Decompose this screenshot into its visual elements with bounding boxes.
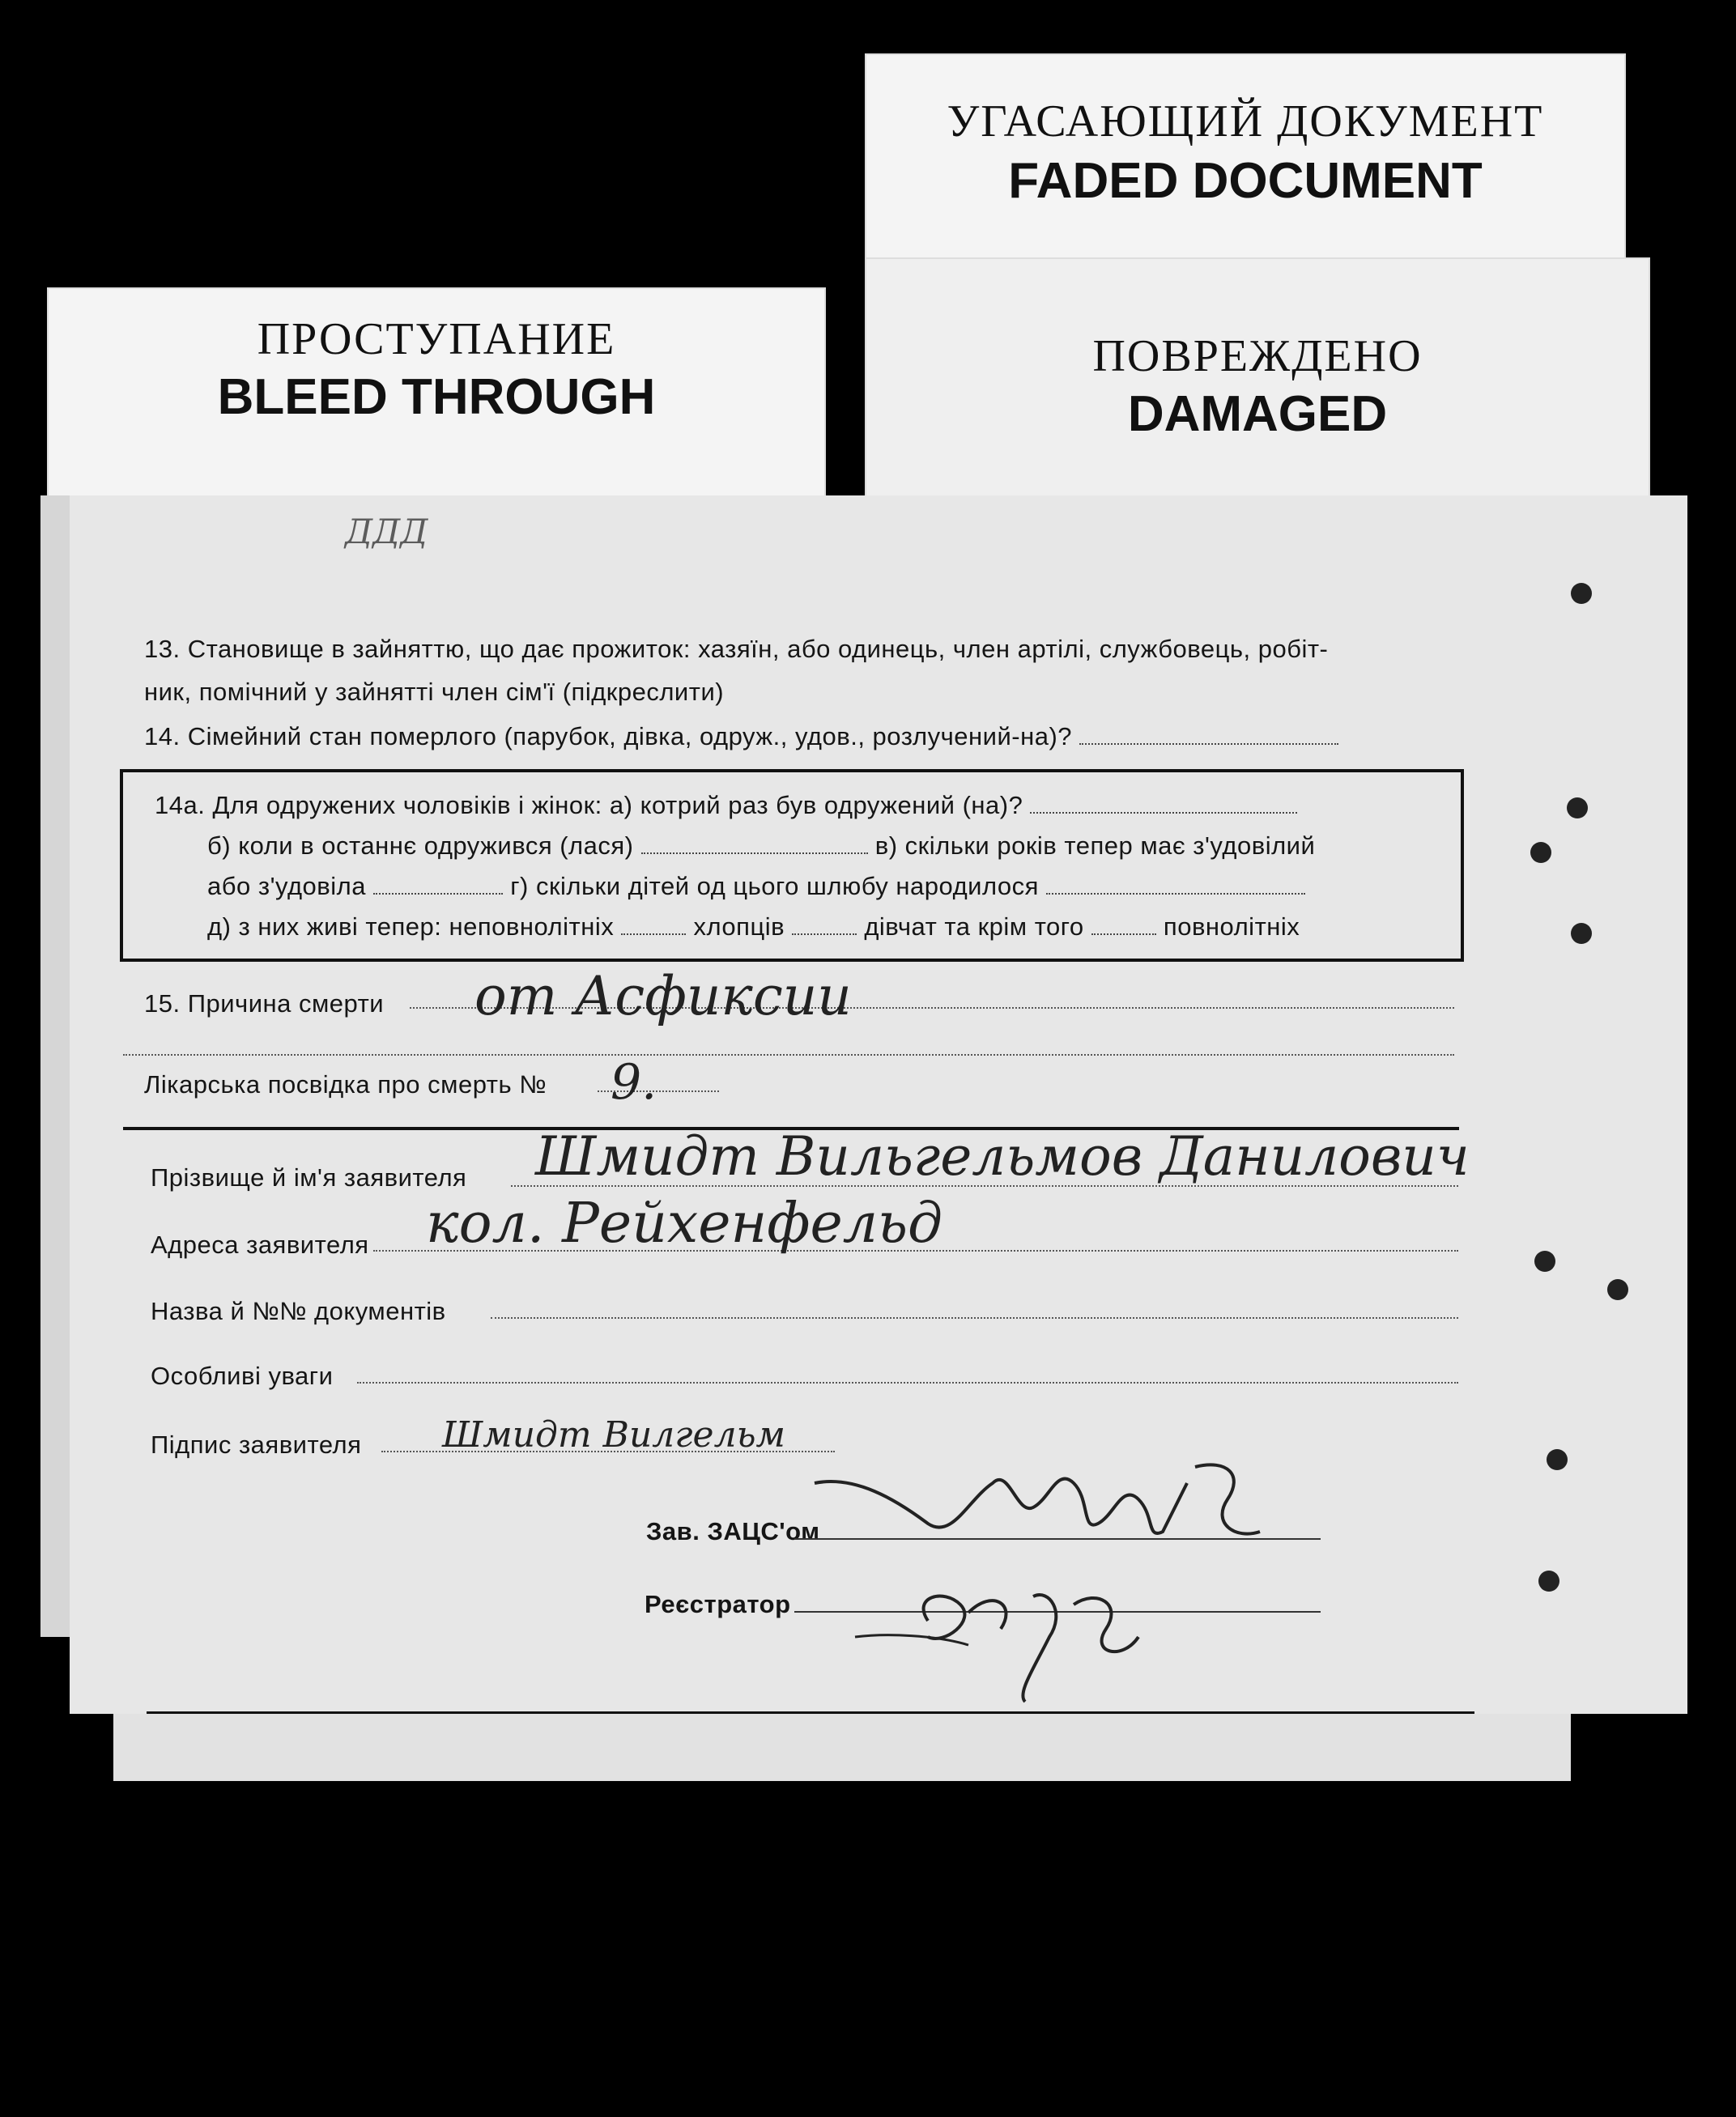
punch-hole xyxy=(1547,1449,1568,1470)
punch-hole xyxy=(1538,1571,1559,1592)
punch-hole xyxy=(1571,583,1592,604)
punch-hole xyxy=(1571,923,1592,944)
damaged-label-ru: ПОВРЕЖДЕНО xyxy=(1092,331,1423,381)
q13-line1: 13. Становище в зайняттю, що дає прожиток: хазяїн, або одинець, член артілі, службовець, робіт- xyxy=(144,635,1329,663)
bottom-rule xyxy=(147,1711,1474,1714)
q14a-line3-blank-a xyxy=(373,877,503,895)
certificate-number: 9. xyxy=(611,1054,657,1111)
bleed-through-label xyxy=(47,287,826,502)
q14a-line3-label-b: г) скільки дітей од цього шлюбу народилося xyxy=(510,872,1039,900)
page-mark: ДДД xyxy=(345,512,428,551)
official-signatures xyxy=(806,1451,1308,1710)
cause-handwritten: от Асфиксии xyxy=(474,965,852,1027)
punch-hole xyxy=(1567,797,1588,818)
damaged-label xyxy=(865,257,1650,500)
applicant-address-handwritten: кол. Рейхенфельд xyxy=(426,1192,943,1256)
q14a-line3 xyxy=(207,872,1305,901)
punch-hole xyxy=(1607,1279,1628,1300)
q14a-line1-label: 14а. Для одружених чоловіків і жінок: а) котрий раз був одружений (на)? xyxy=(155,791,1023,819)
damaged-label-en: DAMAGED xyxy=(1127,386,1388,442)
notes-label: Особливі уваги xyxy=(151,1362,334,1390)
q14a-line2-label-b: в) скільки років тепер має з'удовілий xyxy=(874,831,1316,860)
q14a-line4-label-d: повнолітніх xyxy=(1163,912,1300,941)
notes-blank xyxy=(357,1382,1458,1384)
bleed-label-ru: ПРОСТУПАНИЕ xyxy=(257,314,616,364)
applicant-name-handwritten: Шмидт Вильгельмов Данилович xyxy=(535,1125,1470,1188)
q14a-line4-blank-b xyxy=(792,917,857,935)
q14a-line4-label-c: дівчат та крім того xyxy=(864,912,1084,941)
q15-label: 15. Причина смерти xyxy=(144,989,385,1018)
death-record-form xyxy=(70,495,1687,1714)
registrar-label: Реєстратор xyxy=(645,1590,791,1618)
punch-hole xyxy=(1530,842,1551,863)
q14-blank xyxy=(1079,727,1338,745)
faded-label-ru: УГАСАЮЩИЙ ДОКУМЕНТ xyxy=(947,96,1544,147)
applicant-address-label: Адреса заявителя xyxy=(151,1231,369,1259)
q14a-line1 xyxy=(155,791,1297,820)
head-label: Зав. ЗАЦС'ом xyxy=(646,1517,820,1545)
q14a-line2-blank xyxy=(641,836,868,854)
q14a-line2-label-a: б) коли в останнє одружився (лася) xyxy=(207,831,634,860)
documents-label: Назва й №№ документів xyxy=(151,1297,446,1325)
q14-marital-status xyxy=(144,722,1338,751)
punch-hole xyxy=(1534,1251,1555,1272)
documents-blank xyxy=(491,1317,1458,1319)
q13-line2: ник, помічний у зайнятті член сім'ї (підкреслити) xyxy=(144,678,725,706)
q14a-line4 xyxy=(207,912,1300,942)
q14a-line1-blank xyxy=(1030,796,1297,814)
q14a-line4-label-a: д) з них живі тепер: неповнолітніх xyxy=(207,912,615,941)
q14a-line4-label-b: хлопців xyxy=(693,912,785,941)
q15-continuation xyxy=(123,1054,1454,1056)
q14a-line3-blank-b xyxy=(1046,877,1305,895)
q14a-line4-blank-a xyxy=(621,917,686,935)
faded-label-en: FADED DOCUMENT xyxy=(1008,153,1483,209)
applicant-signature: Шмидт Вилгельм xyxy=(442,1414,786,1456)
certificate-label: Лікарська посвідка про смерть № xyxy=(144,1070,547,1099)
applicant-name-label: Прізвище й ім'я заявителя xyxy=(151,1163,467,1192)
bleed-label-en: BLEED THROUGH xyxy=(217,369,656,425)
q14a-line4-blank-c xyxy=(1091,917,1156,935)
q14a-line2 xyxy=(207,831,1315,861)
q14a-line3-label-a: або з'удовіла xyxy=(207,872,366,900)
signature-label: Підпис заявителя xyxy=(151,1430,362,1459)
q14-label: 14. Сімейний стан померлого (парубок, дівка, одруж., удов., розлучений-на)? xyxy=(144,722,1073,750)
